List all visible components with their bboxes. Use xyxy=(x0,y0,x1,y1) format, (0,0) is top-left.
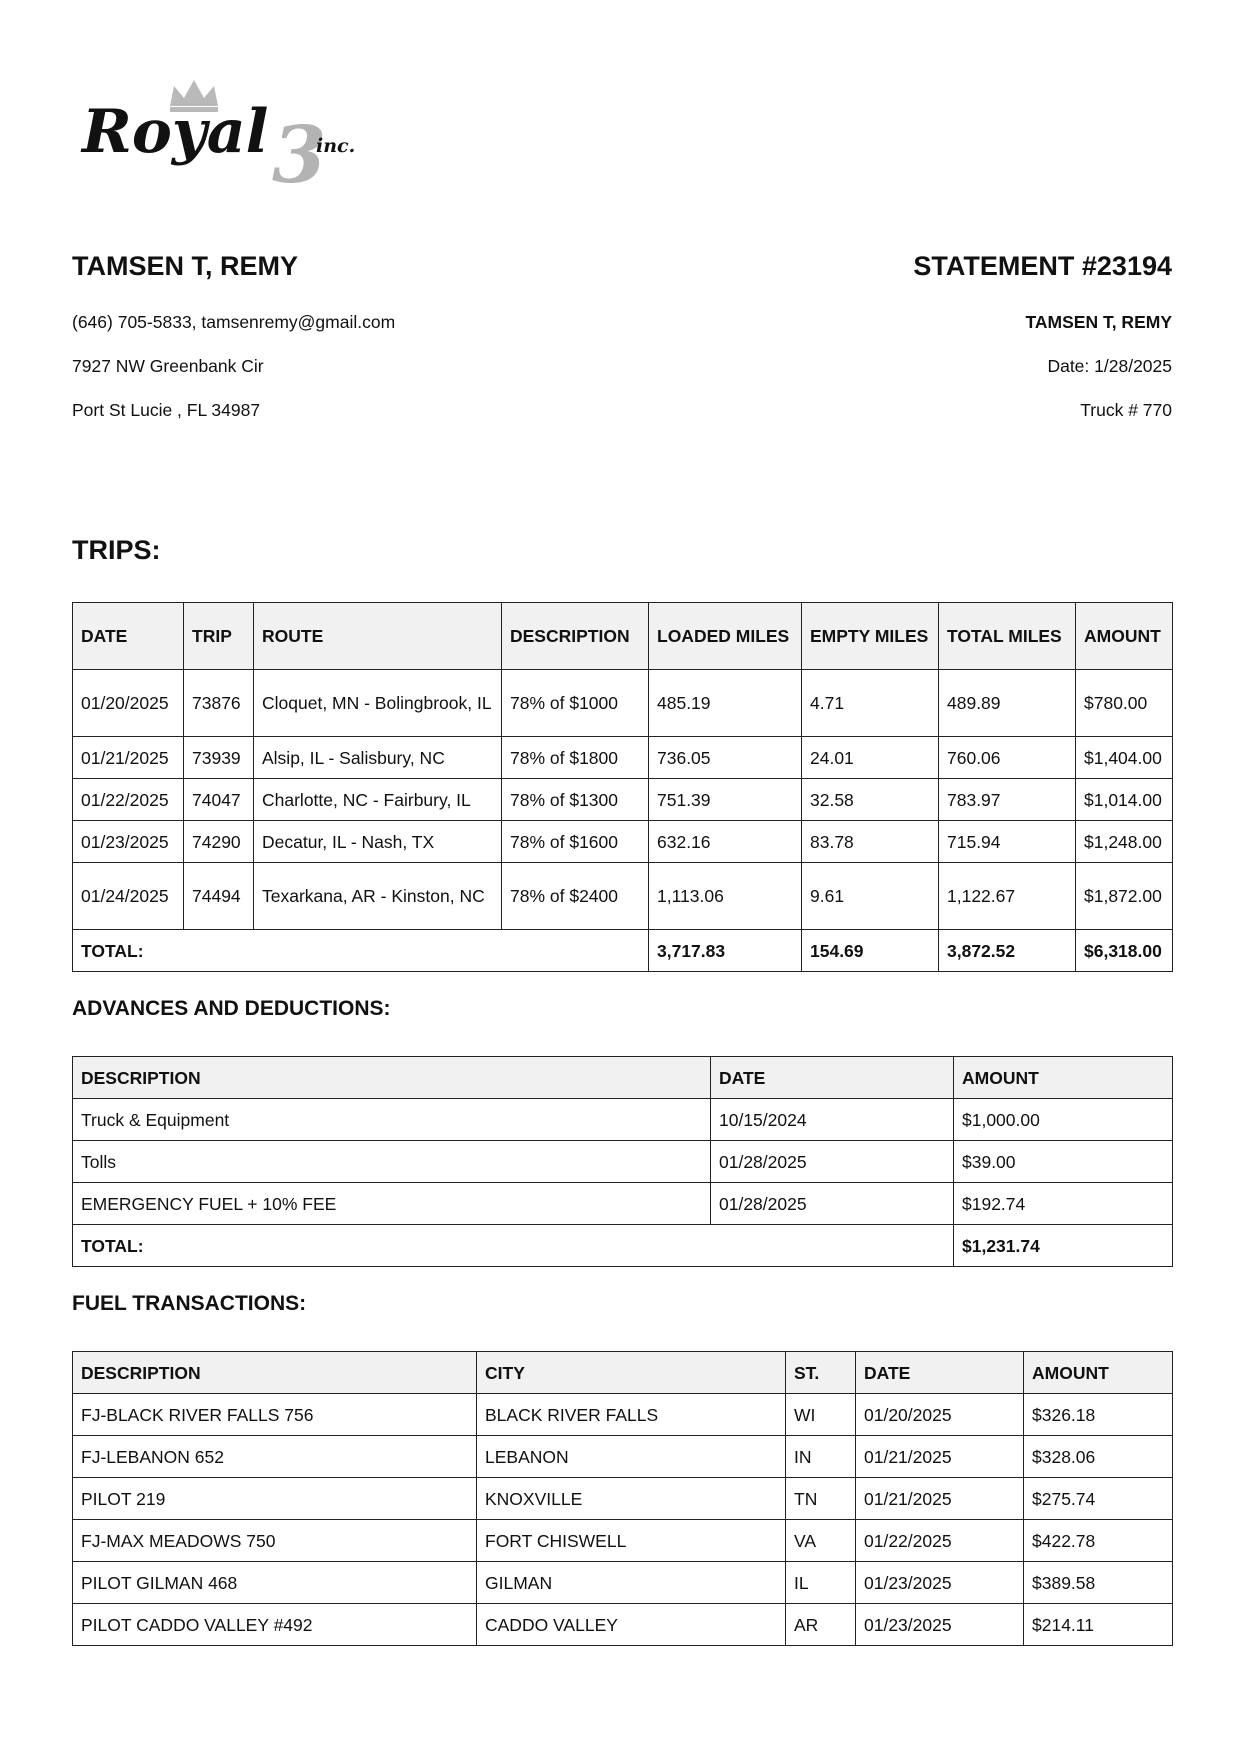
advance-date: 10/15/2024 xyxy=(711,1099,954,1141)
col-header-description: DESCRIPTION xyxy=(502,603,649,670)
fuel-city: KNOXVILLE xyxy=(477,1478,786,1520)
trips-total-empty: 154.69 xyxy=(802,930,939,972)
trips-total-row xyxy=(73,930,1173,972)
statement-title: STATEMENT #23194 xyxy=(913,251,1172,281)
advances-header-row xyxy=(73,1057,1173,1099)
table-row xyxy=(73,1520,1173,1562)
trip-loaded-miles: 736.05 xyxy=(649,737,802,779)
fuel-date: 01/23/2025 xyxy=(856,1562,1024,1604)
table-row xyxy=(73,821,1173,863)
col-header-empty-miles: EMPTY MILES xyxy=(802,603,939,670)
fuel-table xyxy=(72,1351,1173,1646)
advance-description: Truck & Equipment xyxy=(73,1099,711,1141)
table-row xyxy=(73,779,1173,821)
company-logo xyxy=(80,78,390,190)
col-header-total-miles: TOTAL MILES xyxy=(939,603,1076,670)
advances-total-row xyxy=(73,1225,1173,1267)
trip-number: 74494 xyxy=(184,863,254,930)
fuel-title: FUEL TRANSACTIONS: xyxy=(72,1292,307,1315)
statement-name: TAMSEN T, REMY xyxy=(1025,312,1172,332)
trip-description: 78% of $1000 xyxy=(502,670,649,737)
driver-address-line1: 7927 NW Greenbank Cir xyxy=(72,356,264,376)
fuel-amount: $389.58 xyxy=(1024,1562,1173,1604)
fuel-header-row xyxy=(73,1352,1173,1394)
col-header-date: DATE xyxy=(73,603,184,670)
trip-date: 01/23/2025 xyxy=(73,821,184,863)
advances-title: ADVANCES AND DEDUCTIONS: xyxy=(72,997,391,1020)
col-header-amount: AMOUNT xyxy=(1076,603,1173,670)
advance-date: 01/28/2025 xyxy=(711,1183,954,1225)
fuel-state: IL xyxy=(786,1562,856,1604)
fuel-amount: $214.11 xyxy=(1024,1604,1173,1646)
fuel-description: FJ-MAX MEADOWS 750 xyxy=(73,1520,477,1562)
trip-description: 78% of $1600 xyxy=(502,821,649,863)
fuel-amount: $326.18 xyxy=(1024,1394,1173,1436)
trip-loaded-miles: 1,113.06 xyxy=(649,863,802,930)
table-row xyxy=(73,670,1173,737)
trips-title: TRIPS: xyxy=(72,535,161,565)
trip-total-miles: 760.06 xyxy=(939,737,1076,779)
trip-total-miles: 783.97 xyxy=(939,779,1076,821)
table-row xyxy=(73,1436,1173,1478)
fuel-amount: $422.78 xyxy=(1024,1520,1173,1562)
advance-amount: $192.74 xyxy=(954,1183,1173,1225)
fuel-date: 01/23/2025 xyxy=(856,1604,1024,1646)
advance-date: 01/28/2025 xyxy=(711,1141,954,1183)
table-row xyxy=(73,1394,1173,1436)
advance-amount: $39.00 xyxy=(954,1141,1173,1183)
trips-total-loaded: 3,717.83 xyxy=(649,930,802,972)
driver-address-line2: Port St Lucie , FL 34987 xyxy=(72,400,261,420)
trip-empty-miles: 32.58 xyxy=(802,779,939,821)
logo-wordmark: Royal xyxy=(82,97,269,167)
fuel-description: FJ-BLACK RIVER FALLS 756 xyxy=(73,1394,477,1436)
fuel-state: IN xyxy=(786,1436,856,1478)
trip-empty-miles: 4.71 xyxy=(802,670,939,737)
trip-date: 01/21/2025 xyxy=(73,737,184,779)
fuel-description: PILOT 219 xyxy=(73,1478,477,1520)
fuel-date: 01/21/2025 xyxy=(856,1436,1024,1478)
trip-date: 01/20/2025 xyxy=(73,670,184,737)
trip-empty-miles: 24.01 xyxy=(802,737,939,779)
driver-info xyxy=(72,250,396,420)
col-header-state: ST. xyxy=(786,1352,856,1394)
fuel-description: FJ-LEBANON 652 xyxy=(73,1436,477,1478)
logo-number: 3 xyxy=(272,110,327,190)
fuel-description: PILOT CADDO VALLEY #492 xyxy=(73,1604,477,1646)
trip-loaded-miles: 751.39 xyxy=(649,779,802,821)
trips-total-miles: 3,872.52 xyxy=(939,930,1076,972)
advance-description: Tolls xyxy=(73,1141,711,1183)
table-row xyxy=(73,863,1173,930)
fuel-description: PILOT GILMAN 468 xyxy=(73,1562,477,1604)
fuel-city: FORT CHISWELL xyxy=(477,1520,786,1562)
table-row xyxy=(73,1141,1173,1183)
col-header-amount: AMOUNT xyxy=(1024,1352,1173,1394)
trip-total-miles: 489.89 xyxy=(939,670,1076,737)
fuel-date: 01/20/2025 xyxy=(856,1394,1024,1436)
trips-total-label: TOTAL: xyxy=(73,930,649,972)
fuel-amount: $275.74 xyxy=(1024,1478,1173,1520)
trips-total-amount: $6,318.00 xyxy=(1076,930,1173,972)
table-row xyxy=(73,1478,1173,1520)
table-row xyxy=(73,1562,1173,1604)
trip-amount: $1,248.00 xyxy=(1076,821,1173,863)
trip-route: Cloquet, MN - Bolingbrook, IL xyxy=(254,670,502,737)
trip-route: Texarkana, AR - Kinston, NC xyxy=(254,863,502,930)
trip-route: Decatur, IL - Nash, TX xyxy=(254,821,502,863)
col-header-description: DESCRIPTION xyxy=(73,1352,477,1394)
trip-date: 01/24/2025 xyxy=(73,863,184,930)
fuel-city: CADDO VALLEY xyxy=(477,1604,786,1646)
fuel-state: AR xyxy=(786,1604,856,1646)
driver-name: TAMSEN T, REMY xyxy=(72,251,299,281)
fuel-amount: $328.06 xyxy=(1024,1436,1173,1478)
statement-date: Date: 1/28/2025 xyxy=(1047,356,1172,376)
advance-amount: $1,000.00 xyxy=(954,1099,1173,1141)
col-header-date: DATE xyxy=(856,1352,1024,1394)
trip-empty-miles: 9.61 xyxy=(802,863,939,930)
fuel-city: GILMAN xyxy=(477,1562,786,1604)
trip-description: 78% of $2400 xyxy=(502,863,649,930)
fuel-state: TN xyxy=(786,1478,856,1520)
advances-total-amount: $1,231.74 xyxy=(954,1225,1173,1267)
trip-date: 01/22/2025 xyxy=(73,779,184,821)
trip-route: Charlotte, NC - Fairbury, IL xyxy=(254,779,502,821)
col-header-route: ROUTE xyxy=(254,603,502,670)
driver-contact: (646) 705-5833, tamsenremy@gmail.com xyxy=(72,312,396,332)
trip-amount: $1,404.00 xyxy=(1076,737,1173,779)
trip-description: 78% of $1800 xyxy=(502,737,649,779)
col-header-amount: AMOUNT xyxy=(954,1057,1173,1099)
trips-table xyxy=(72,602,1173,972)
col-header-loaded-miles: LOADED MILES xyxy=(649,603,802,670)
statement-header xyxy=(72,250,1172,430)
trip-description: 78% of $1300 xyxy=(502,779,649,821)
trip-empty-miles: 83.78 xyxy=(802,821,939,863)
trip-number: 73876 xyxy=(184,670,254,737)
trip-number: 73939 xyxy=(184,737,254,779)
col-header-description: DESCRIPTION xyxy=(73,1057,711,1099)
fuel-date: 01/22/2025 xyxy=(856,1520,1024,1562)
trip-total-miles: 715.94 xyxy=(939,821,1076,863)
col-header-city: CITY xyxy=(477,1352,786,1394)
trip-amount: $1,872.00 xyxy=(1076,863,1173,930)
trip-number: 74290 xyxy=(184,821,254,863)
trip-amount: $780.00 xyxy=(1076,670,1173,737)
trip-route: Alsip, IL - Salisbury, NC xyxy=(254,737,502,779)
col-header-date: DATE xyxy=(711,1057,954,1099)
statement-info xyxy=(772,250,1172,420)
trip-loaded-miles: 485.19 xyxy=(649,670,802,737)
trip-total-miles: 1,122.67 xyxy=(939,863,1076,930)
table-row xyxy=(73,1099,1173,1141)
trip-amount: $1,014.00 xyxy=(1076,779,1173,821)
table-row xyxy=(73,1604,1173,1646)
truck-number: Truck # 770 xyxy=(1080,400,1172,420)
fuel-city: LEBANON xyxy=(477,1436,786,1478)
table-row xyxy=(73,1183,1173,1225)
fuel-state: VA xyxy=(786,1520,856,1562)
fuel-state: WI xyxy=(786,1394,856,1436)
advances-total-label: TOTAL: xyxy=(73,1225,954,1267)
advance-description: EMERGENCY FUEL + 10% FEE xyxy=(73,1183,711,1225)
table-row xyxy=(73,737,1173,779)
trips-header-row xyxy=(73,603,1173,670)
col-header-trip: TRIP xyxy=(184,603,254,670)
advances-table xyxy=(72,1056,1173,1267)
logo-suffix: inc. xyxy=(316,135,356,157)
trip-loaded-miles: 632.16 xyxy=(649,821,802,863)
trip-number: 74047 xyxy=(184,779,254,821)
fuel-date: 01/21/2025 xyxy=(856,1478,1024,1520)
fuel-city: BLACK RIVER FALLS xyxy=(477,1394,786,1436)
